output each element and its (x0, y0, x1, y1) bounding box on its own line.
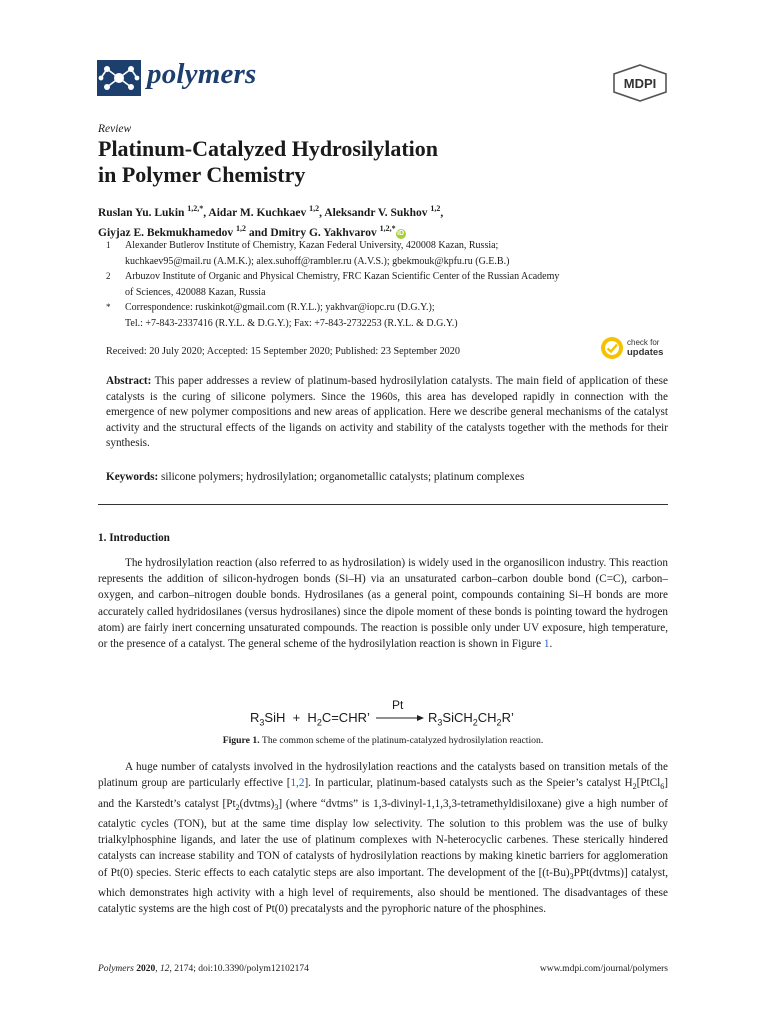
publication-dates: Received: 20 July 2020; Accepted: 15 September 2020; Published: 23 September 2020 (106, 346, 460, 357)
affiliation-marker: * (106, 302, 111, 312)
author-name: Ruslan Yu. Lukin (98, 206, 188, 219)
catalyst-label: Pt (392, 698, 404, 712)
author-list (98, 201, 658, 241)
figure-1-scheme (250, 700, 540, 730)
figure-1-link[interactable]: 1 (543, 638, 550, 651)
check-for-updates-badge[interactable] (600, 336, 680, 362)
svg-text:MDPI: MDPI (623, 76, 657, 91)
subscript: 3 (569, 871, 574, 881)
reactant-text: SiH (264, 710, 286, 725)
abstract (106, 374, 668, 452)
paragraph-text: (dvtms) (239, 797, 275, 810)
affiliation-marker: 2 (106, 271, 111, 281)
reaction-product (428, 710, 514, 728)
polymers-logo-icon (97, 60, 141, 96)
section-divider (98, 504, 668, 505)
figure-1-caption (98, 735, 668, 746)
abstract-text: This paper addresses a review of platinum-based hydrosilylation catalysts. The main field of application of these catalysts is the curing of silicone polymers. Since the 1960s, this area has developed rapidly in connection with the emergence of new polymer compositions and new areas of application. Here we describe general mechanisms of the catalyst activity and the structural effects of the ligands on activity and stability of the catalysts together with the methods for their synthesis. (106, 375, 668, 450)
correspondence (98, 300, 668, 331)
footer-url[interactable]: www.mdpi.com/journal/polymers (539, 964, 668, 974)
article-type: Review (98, 123, 132, 135)
footer-year: 2020 (136, 964, 156, 974)
subscript: 2 (632, 782, 637, 792)
title-line-2: in Polymer Chemistry (98, 162, 306, 187)
correspondence-line: Correspondence: ruskinkot@gmail.com (R.Y.L.); yakhvar@iopc.ru (D.G.Y.); (125, 302, 435, 313)
paragraph-text: [PtCl (636, 777, 661, 790)
title-line-1: Platinum-Catalyzed Hydrosilylation (98, 136, 438, 161)
paragraph-text: A huge number of catalysts involved in the hydrosilylation reactions and the catalysts based on transition metals of the platinum group are particularly effective [ (98, 761, 668, 790)
subscript: 2 (472, 717, 478, 728)
check-updates-line-2: updates (627, 347, 664, 358)
author-separator: and (246, 226, 271, 239)
affiliation-line: Alexander Butlerov Institute of Chemistry, Kazan Federal University, 420008 Kazan, Russia; (125, 240, 499, 251)
footer-citation: Polymers 2020, 12, 2174; doi:10.3390/polym12102174 (98, 964, 309, 974)
affiliation-2 (98, 269, 668, 300)
section-heading: 1. Introduction (98, 532, 170, 544)
subscript: 6 (660, 782, 665, 792)
reactant-text: H (307, 710, 317, 725)
author-affiliation-marker: 1,2 (236, 223, 247, 233)
citation-link[interactable]: 1,2 (290, 777, 305, 790)
author-name: Aleksandr V. Sukhov (324, 206, 431, 219)
product-text: R’ (501, 710, 514, 725)
intro-paragraph-2 (98, 759, 668, 918)
reactant-text: R (250, 710, 260, 725)
orcid-icon[interactable]: iD (397, 229, 405, 237)
footer-journal: Polymers (98, 964, 134, 974)
subscript: 3 (259, 717, 265, 728)
intro-paragraph-1 (98, 555, 668, 652)
author-separator: , (203, 206, 209, 219)
plus-sign: + (292, 710, 301, 725)
paragraph-text: The hydrosilylation reaction (also referred to as hydrosilation) is widely used in the organosilicon industry. This reaction represents the addition of silicon-hydrogen bonds (Si–H) via an unsaturated carbon–carbon double bond (C=C), carbon–oxygen, and carbon–nitrogen double bonds. Hydrosilanes (as a general point, compounds containing Si–H bonds are more accurately called hydridosilanes (versus hydrosilanes) since the dipole moment of these bonds is pointing toward the hydrogen atom) are fairly inert concerning unsaturated compounds. The reaction is possible only under UV exposure, high temperature, or the presence of a catalyst. The general scheme of the hydrosilylation reaction is shown in Figure (98, 557, 668, 651)
footer-doi: , 2174; doi:10.3390/polym12102174 (169, 964, 309, 974)
subscript: 2 (496, 717, 502, 728)
product-text: SiCH (442, 710, 473, 725)
punctuation: . (549, 638, 553, 651)
subscript: 2 (316, 717, 322, 728)
paper-title (98, 136, 658, 188)
product-text: CH (477, 710, 497, 725)
keywords-label: Keywords: (106, 471, 159, 483)
affiliation-line: of Sciences, 420088 Kazan, Russia (125, 286, 266, 298)
affiliation-line: Arbuzov Institute of Organic and Physical Chemistry, FRC Kazan Scientific Center of the Russian Academy (125, 271, 560, 282)
affiliation-line: kuchkaev95@mail.ru (A.M.K.); alex.suhoff@rambler.ru (A.V.S.); gbekmouk@kpfu.ru (G.E.B.) (125, 255, 510, 267)
footer-volume: 12 (160, 964, 170, 974)
check-updates-line-1: check for (627, 338, 660, 347)
journal-name: polymers (147, 58, 257, 90)
author-affiliation-marker: 1,2 (430, 204, 441, 213)
caption-label: Figure 1. (222, 735, 260, 746)
author-name: Giyjaz E. Bekmukhamedov (98, 226, 237, 239)
reactant-text: C=CHR’ (321, 710, 370, 725)
author-affiliation-marker: 1,2 (309, 204, 320, 213)
author-separator: , (440, 206, 444, 219)
check-updates-icon (600, 336, 624, 360)
paragraph-text: ] and the Karstedt’s catalyst [Pt (98, 777, 668, 810)
paragraph-text: ] (where “dvtms” is 1,3-divinyl-1,1,3,3-tetramethyldisiloxane) give a high number of catalytic cycles (TON), but at the same time display low selectivity. The solution to this problem was the use of bulky trialkylphosphine ligands, and later the use of platinum complexes with N-heterocyclic carbenes. These sterically hindered catalysts can increase stability and TON of catalysts of hydrosilylation reactions by making kinetic barriers for agglomeration of Pt(0) species. Steric effects to each catalytic steps are also important. The development of the [(t-Bu) (98, 797, 668, 879)
correspondence-line: Tel.: +7-843-2337416 (R.Y.L. & D.G.Y.); Fax: +7-843-2732253 (R.Y.L. & D.G.Y.) (125, 317, 458, 329)
author-separator: , (319, 206, 325, 219)
author-affiliation-marker: 1,2,* (379, 223, 396, 233)
reaction-reactants (250, 710, 370, 728)
subscript: 3 (437, 717, 443, 728)
keywords (106, 470, 668, 486)
keywords-text: silicone polymers; hydrosilylation; organometallic catalysts; platinum complexes (161, 471, 525, 483)
abstract-label: Abstract: (106, 375, 152, 387)
affiliation-1 (98, 238, 668, 269)
affiliation-marker: 1 (106, 240, 111, 250)
paragraph-text: ]. In particular, platinum-based catalysts such as the Speier’s catalyst H (304, 777, 633, 790)
product-text: R (428, 710, 438, 725)
author-name: Dmitry G. Yakhvarov (270, 226, 380, 239)
author-affiliation-marker: 1,2,* (187, 204, 204, 213)
reaction-arrow-icon (376, 714, 424, 722)
subscript: 3 (274, 802, 279, 812)
caption-text: The common scheme of the platinum-catalyzed hydrosilylation reaction. (261, 735, 544, 746)
mdpi-logo-icon (612, 64, 668, 102)
paragraph-text: PPt(dvtms)] catalyst, which demonstrates high activity with a high level of requirements, also should be mentioned. The disadvantages of these catalytic systems are the high cost of Pt(0) precatalysts and the pyrophoric nature of the phosphines. (98, 866, 668, 916)
author-name: Aidar M. Kuchkaev (208, 206, 310, 219)
subscript: 2 (235, 802, 240, 812)
